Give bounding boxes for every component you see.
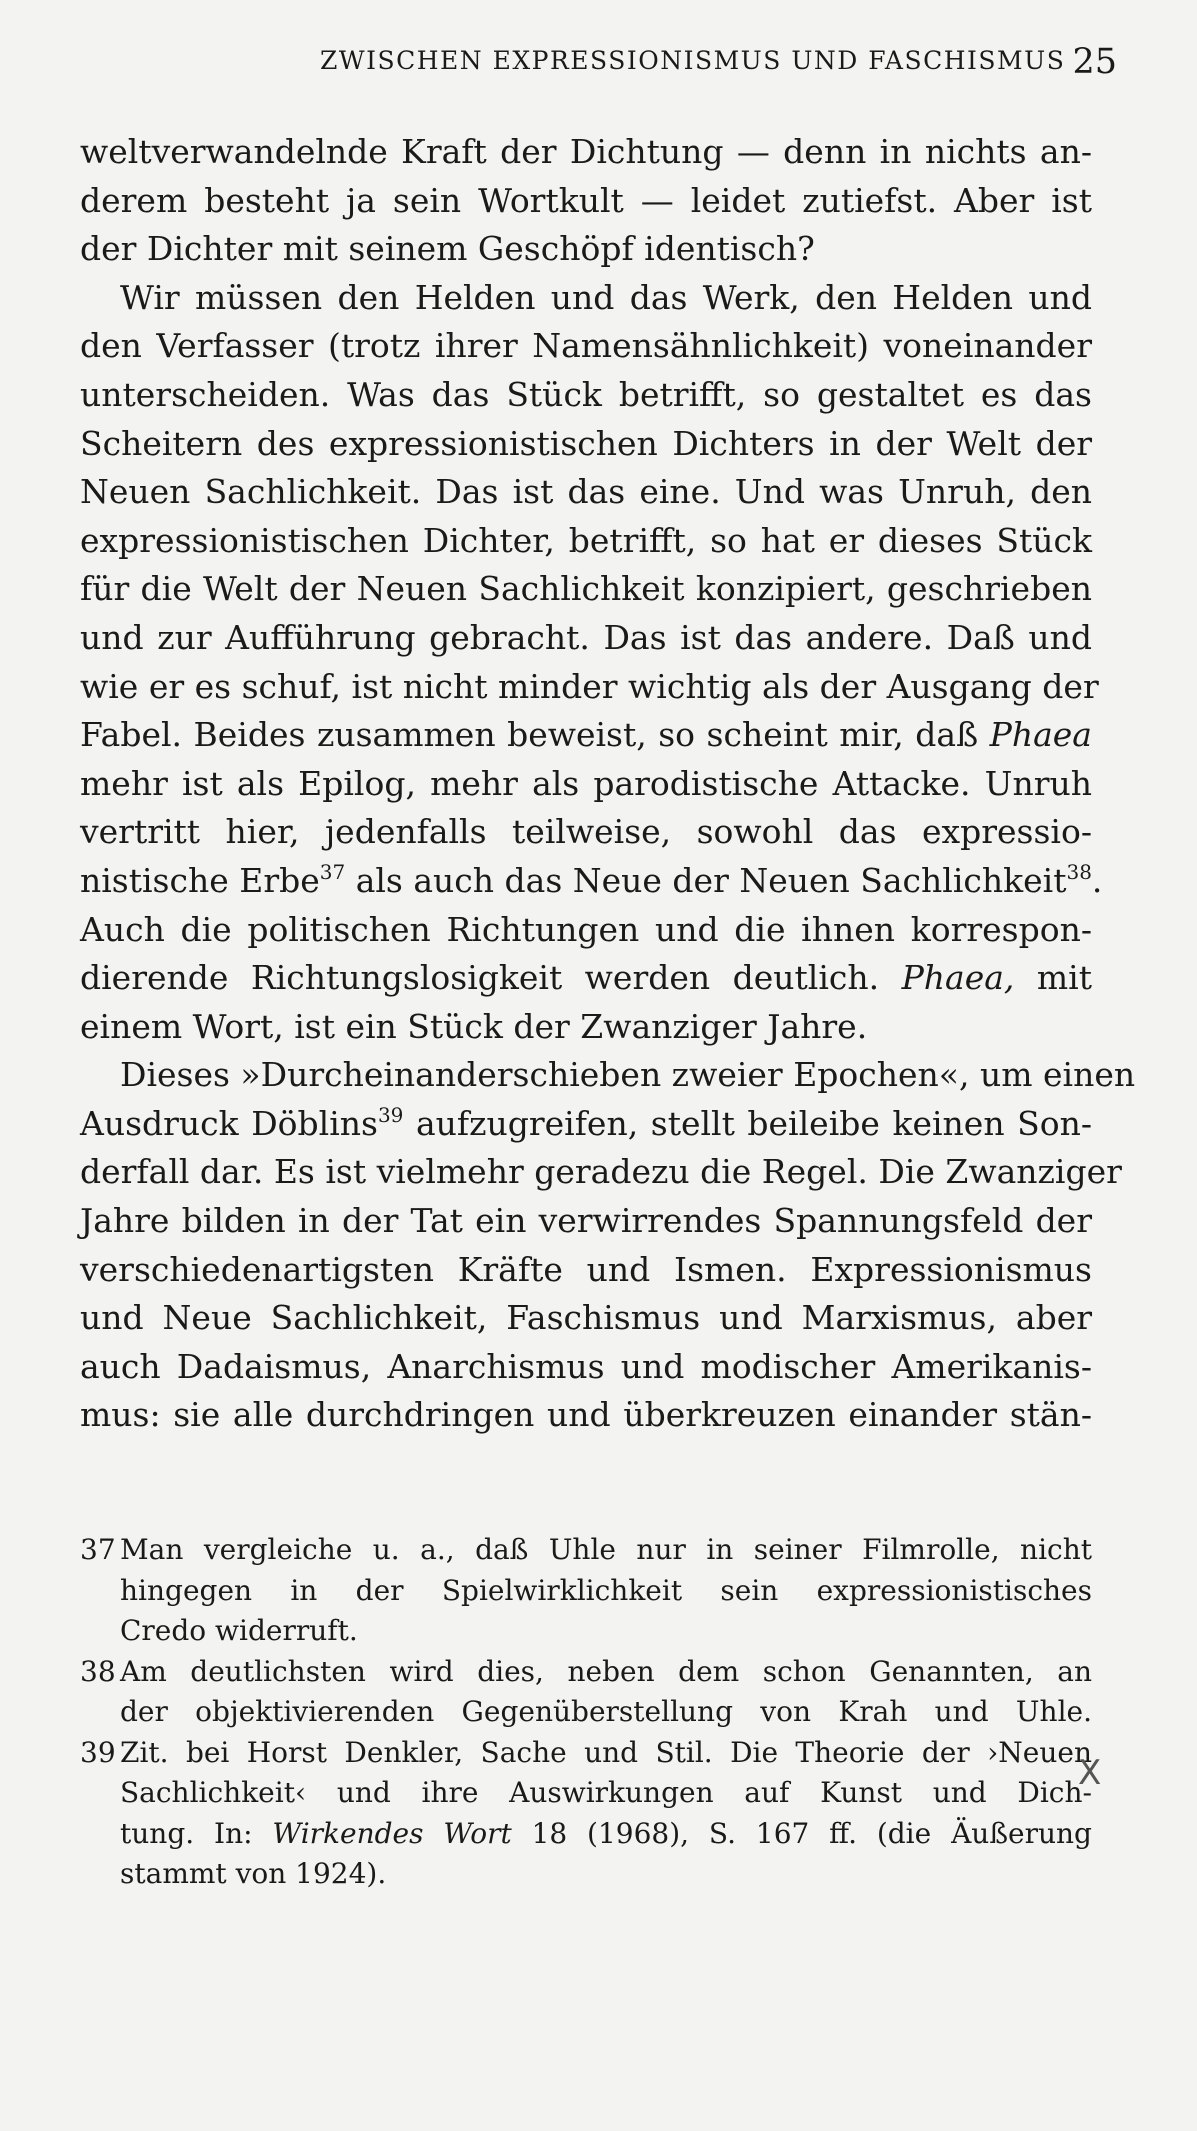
text-line: Scheitern des expressionistischen Dichters in der Welt der [80,423,1092,463]
text-line: Dieses »Durcheinanderschieben zweier Epochen«, um einen [120,1055,1136,1095]
text-line: weltverwandelnde Kraft der Dichtung — denn in nichts an- [80,132,1092,171]
text-line: Jahre bilden in der Tat ein verwirrendes Spannungsfeld der [80,1201,1092,1241]
text-line: den Verfasser (trotz ihrer Namensähnlichkeit) voneinander [80,326,1092,366]
text-span [120,1817,1092,1850]
text-span-part: tung. In: [120,1816,273,1850]
text-line: mus: sie alle durchdringen und überkreuzen einander stän- [80,1395,1092,1435]
running-head [80,40,1117,80]
text-line: derfall dar. Es ist vielmehr geradezu die Regel. Die Zwanziger [80,1152,1122,1192]
footnote-37 [80,1530,1092,1652]
text-line: unterscheiden. Was das Stück betrifft, so gestaltet es das [80,374,1092,414]
footnote-line: Am deutlichsten wird dies, neben dem schon Genannten, an [120,1654,1092,1688]
footnote-ref-37: 37 [319,859,346,884]
text-line: wie er es schuf, ist nicht minder wichtig als der Ausgang der [80,666,1099,706]
text-span-part: als auch das Neue der Neuen Sachlichkeit [345,860,1067,900]
text-line: Neuen Sachlichkeit. Das ist das eine. Und was Unruh, den [80,472,1092,512]
footnote-line: Credo widerruft. [120,1614,358,1647]
text-span-part: nistische Erbe [80,860,320,900]
text-line: expressionistischen Dichter, betrifft, so hat er dieses Stück [80,520,1092,560]
pencil-mark: X [1078,1753,1102,1793]
footnote-line [120,1814,1092,1855]
text-line: Wir müssen den Helden und das Werk, den Helden und [120,277,1092,317]
text-span-part: . [1091,860,1103,900]
text-line [80,857,1103,906]
footnote-line: stammt von 1924). [120,1857,387,1890]
text-span-part: 18 (1968), S. 167 ff. (die Äußerung [511,1816,1092,1850]
footnote-ref-38: 38 [1066,859,1092,884]
footnote-number: 37 [80,1533,116,1566]
text-line: für die Welt der Neuen Sachlichkeit konzipiert, geschrieben [80,569,1092,609]
text-span [80,861,1102,900]
text-line: und Neue Sachlichkeit, Faschismus und Marxismus, aber [80,1298,1092,1338]
footnotes [80,1530,1092,1895]
text-line [80,1100,1092,1149]
journal-title: Wirkendes Wort [272,1816,512,1850]
text-line: mehr ist als Epilog, mehr als parodistische Attacke. Unruh [80,763,1092,803]
title-phaea: Phaea [989,715,1092,755]
text-line [80,711,1092,760]
text-line: derem besteht ja sein Wortkult — leidet zutiefst. Aber ist [80,180,1092,220]
footnote-line: hingegen in der Spielwirklichkeit sein expressionistisches [120,1573,1092,1607]
footnote-line: Sachlichkeit‹ und ihre Auswirkungen auf Kunst und Dich- [120,1776,1092,1809]
footnote-39 [80,1733,1092,1895]
footnote-number: 39 [80,1735,116,1769]
body-text [80,128,1136,1440]
footnote-number: 38 [80,1654,116,1688]
text-line: auch Dadaismus, Anarchismus und modischer Amerikanis- [80,1346,1092,1386]
text-line: verschiedenartigsten Kräfte und Ismen. Expressionismus [80,1249,1092,1289]
footnote-38 [80,1652,1092,1733]
text-line [80,954,1092,1003]
footnote-ref-39: 39 [377,1102,404,1127]
text-line: der Dichter mit seinem Geschöpf identisch? [80,229,815,269]
text-span: dierende Richtungslosigkeit werden deutlich. [80,958,880,998]
page-number: 25 [1072,42,1117,82]
text-line: vertritt hier, jedenfalls teilweise, sowohl das expressio- [80,812,1092,852]
running-title: ZWISCHEN EXPRESSIONISMUS UND FASCHISMUS [320,46,1066,75]
text-span-part: Ausdruck Döblins [80,1103,378,1143]
text-span [80,1104,1092,1143]
text-line: einem Wort, ist ein Stück der Zwanziger Jahre. [80,1006,868,1046]
text-line: und zur Aufführung gebracht. Das ist das andere. Daß und [80,617,1092,657]
footnote-line: Man vergleiche u. a., daß Uhle nur in seiner Filmrolle, nicht [120,1533,1092,1566]
title-phaea: Phaea, [901,958,1015,998]
text-span-part: aufzugreifen, stellt beileibe keinen Son- [403,1103,1092,1143]
text-line: Auch die politischen Richtungen und die ihnen korrespon- [80,909,1092,949]
footnote-line: Zit. bei Horst Denkler, Sache und Stil. Die Theorie der ›Neuen [120,1735,1092,1769]
text-span: mit [1036,958,1092,998]
footnote-line: der objektivierenden Gegenüberstellung von Krah und Uhle. [120,1695,1092,1728]
text-span: Fabel. Beides zusammen beweist, so scheint mir, daß [80,715,979,755]
